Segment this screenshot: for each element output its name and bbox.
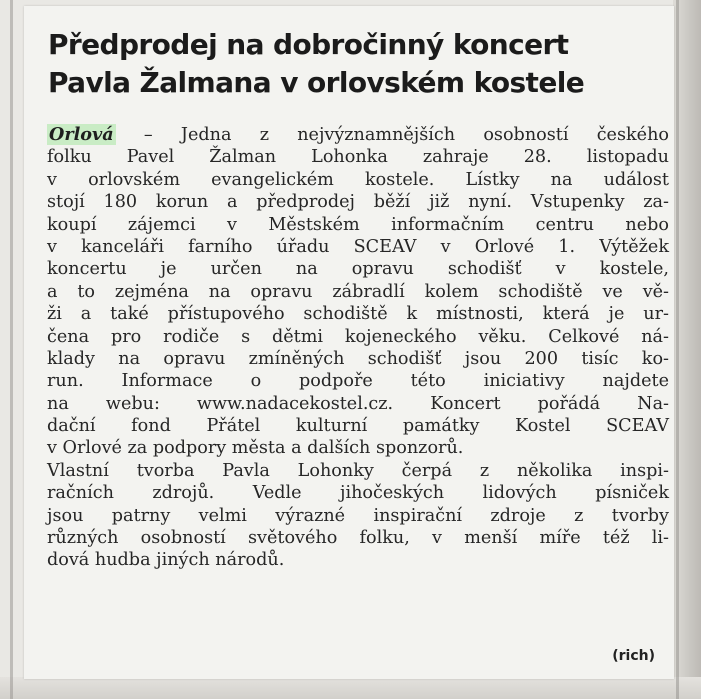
- body-line-1-text: Jedna z nejvýznamnějších osobností českého: [180, 125, 669, 145]
- article-body: [47, 124, 669, 572]
- body-line-14: dační fond Přátel kulturní památky Kostel SCEAV: [47, 416, 669, 437]
- body-line-2: folku Pavel Žalman Lohonka zahraje 28. listopadu: [47, 147, 669, 168]
- body-line-8: a to zejména na opravu zábradlí kolem schodiště ve vě-: [47, 281, 669, 302]
- headline-line-2: Pavla Žalmana v orlovském kostele: [48, 66, 585, 99]
- body-line-10: čena pro rodiče s dětmi kojeneckého věku. Celkové ná-: [47, 326, 669, 347]
- author-signature: (rich): [612, 648, 655, 664]
- body-line-5: koupí zájemci v Městském informačním centru nebo: [47, 214, 669, 235]
- lead-dash: –: [115, 125, 181, 145]
- body-line-17: račních zdrojů. Vedle jihočeských lidových písniček: [47, 483, 669, 504]
- body-line-19: různých osobností světového folku, v menší míře též li-: [47, 528, 669, 549]
- place-highlight: Orlová: [49, 124, 114, 145]
- column-rule-left: [10, 0, 13, 699]
- body-line-6: v kanceláři farního úřadu SCEAV v Orlové 1. Výtěžek: [47, 236, 669, 257]
- body-line-9: ži a také přístupového schodiště k místnosti, která je ur-: [47, 304, 669, 325]
- body-line-13: na webu: www.nadacekostel.cz. Koncert pořádá Na-: [47, 393, 669, 414]
- body-line-4: stojí 180 korun a předprodej běží již nyní. Vstupenky za-: [47, 192, 669, 213]
- body-line-20: dová hudba jiných národů.: [47, 550, 285, 571]
- body-line-11: klady na opravu zmíněných schodišť jsou 200 tisíc ko-: [47, 348, 669, 369]
- body-line-7: koncertu je určen na opravu schodišť v kostele,: [47, 259, 669, 280]
- body-line-1: [47, 124, 669, 146]
- body-line-18: jsou patrny velmi výrazné inspirační zdroje z tvorby: [47, 505, 669, 526]
- headline-line-1: Předprodej na dobročinný koncert: [48, 28, 569, 61]
- article-headline: [48, 26, 660, 102]
- body-line-12: run. Informace o podpoře této iniciativy najdete: [47, 371, 669, 392]
- body-line-15: v Orlové za podpory města a dalších sponzorů.: [47, 438, 464, 459]
- scan-edge-bottom: [0, 677, 701, 699]
- column-rule-right: [676, 0, 679, 699]
- body-line-3: v orlovském evangelickém kostele. Lístky na událost: [47, 169, 669, 190]
- body-line-16: Vlastní tvorba Pavla Lohonky čerpá z několika inspi-: [47, 460, 669, 481]
